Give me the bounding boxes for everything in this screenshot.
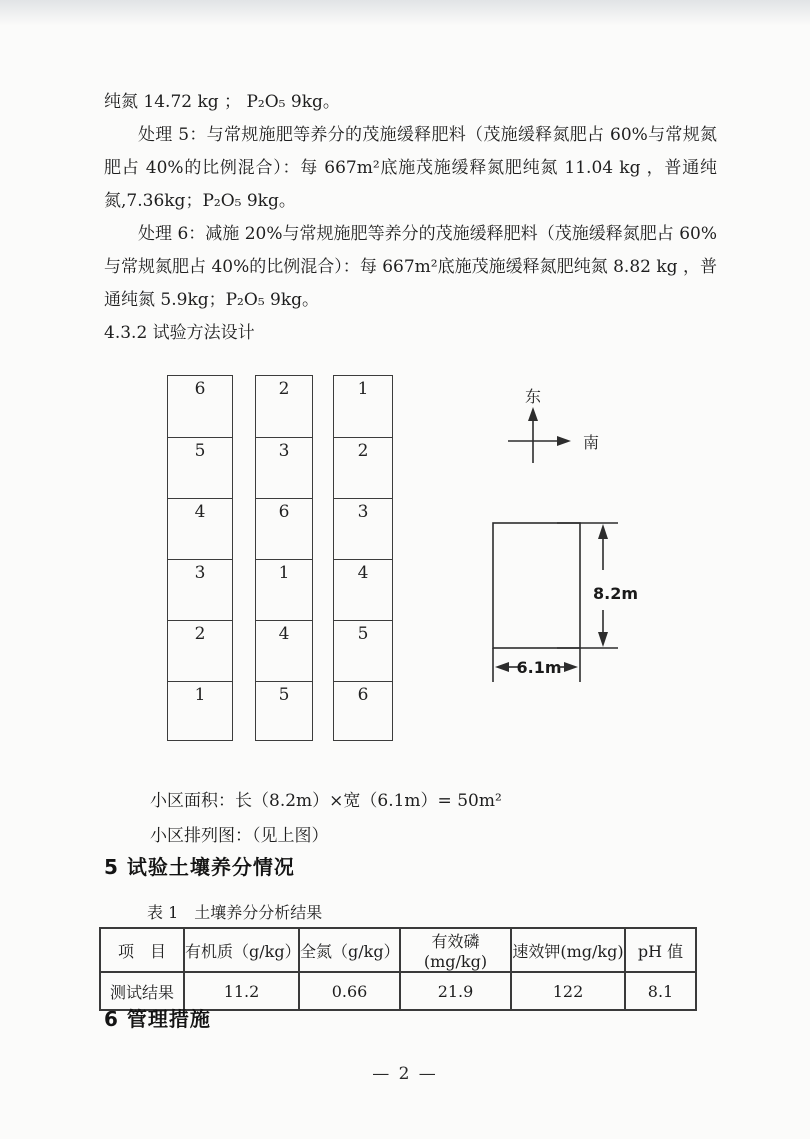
plot-cell: 2 bbox=[278, 379, 290, 399]
compass-right-label: 南 bbox=[583, 433, 600, 452]
compass-figure bbox=[475, 373, 615, 478]
compass-right-arrow-icon bbox=[557, 436, 571, 446]
plot-area-note: 小区面积：长（8.2m）×宽（6.1m）= 50m² bbox=[150, 791, 502, 811]
plot-cell: 1 bbox=[168, 681, 232, 742]
paragraph-treatment-5: 处理 5：与常规施肥等养分的茂施缓释肥料（茂施缓释氮肥占 60%与常规氮肥占 40%的比例混合）：每 667m²底施茂施缓释氮肥纯氮 11.04 kg ，普通纯氮,7.36kg；P₂O₅ 9kg。 bbox=[104, 125, 717, 211]
plot-grid-column-3 bbox=[333, 375, 393, 741]
plot-cell: 4 bbox=[256, 620, 312, 681]
width-dimension-label: 6.1m bbox=[516, 658, 562, 677]
plot-cell: 5 bbox=[168, 437, 232, 498]
soil-nutrient-table bbox=[99, 927, 697, 1011]
plot-cell: 3 bbox=[256, 437, 312, 498]
plot-cell: 2 bbox=[334, 437, 392, 498]
col-header-available-phosphorus: 有效磷(mg/kg) bbox=[400, 928, 511, 972]
section-heading-4-3-2: 4.3.2 试验方法设计 bbox=[104, 323, 255, 343]
section-5-heading: 5 试验土壤养分情况 bbox=[104, 855, 295, 879]
dimension-up-arrow-icon bbox=[598, 524, 608, 539]
plot-cell: 3 bbox=[334, 498, 392, 559]
col-header-available-potassium: 速效钾(mg/kg) bbox=[511, 928, 625, 972]
plot-cell: 4 bbox=[168, 498, 232, 559]
plot-cell: 3 bbox=[168, 559, 232, 620]
compass-up-label: 东 bbox=[525, 387, 542, 406]
dimension-down-arrow-icon bbox=[598, 632, 608, 647]
paragraph-treatment-6: 处理 6：减施 20%与常规施肥等养分的茂施缓释肥料（茂施缓释氮肥占 60%与常规氮肥占 40%的比例混合）：每 667m²底施茂施缓释氮肥纯氮 8.82 kg ，普通纯氮 5.9kg；P₂O₅ 9kg。 bbox=[104, 224, 717, 310]
page-number: — 2 — bbox=[372, 1064, 438, 1084]
dimension-left-arrow-icon bbox=[495, 662, 509, 672]
dimension-right-arrow-icon bbox=[564, 662, 578, 672]
plot-cell: 4 bbox=[334, 559, 392, 620]
cell-total-nitrogen: 0.66 bbox=[299, 972, 400, 1010]
plot-rectangle bbox=[493, 523, 580, 648]
cell-available-potassium: 122 bbox=[511, 972, 625, 1010]
plot-grid-column-2 bbox=[255, 375, 313, 741]
table-header-row bbox=[100, 928, 696, 972]
col-header-ph: pH 值 bbox=[625, 928, 696, 972]
plot-cell: 1 bbox=[357, 379, 369, 399]
col-header-total-nitrogen: 全氮（g/kg） bbox=[299, 928, 400, 972]
cell-organic-matter: 11.2 bbox=[184, 972, 299, 1010]
cell-available-phosphorus: 21.9 bbox=[400, 972, 511, 1010]
cell-ph: 8.1 bbox=[625, 972, 696, 1010]
col-header-organic-matter: 有机质（g/kg） bbox=[184, 928, 299, 972]
plot-cell: 5 bbox=[256, 681, 312, 742]
cell-row-label: 测试结果 bbox=[100, 972, 184, 1010]
plot-grid-column-1 bbox=[167, 375, 233, 741]
compass-up-arrow-icon bbox=[528, 407, 538, 421]
plot-cell: 6 bbox=[256, 498, 312, 559]
height-dimension-label: 8.2m bbox=[593, 584, 639, 603]
plot-cell: 6 bbox=[194, 379, 206, 399]
plot-layout-note: 小区排列图：（见上图） bbox=[150, 826, 329, 846]
table-1-caption: 表 1 土壤养分分析结果 bbox=[147, 903, 323, 922]
section-6-heading: 6 管理措施 bbox=[104, 1007, 211, 1031]
body-text bbox=[104, 86, 717, 350]
plot-cell: 1 bbox=[256, 559, 312, 620]
paragraph-continuation: 纯氮 14.72 kg ； P₂O₅ 9kg。 bbox=[104, 92, 340, 112]
plot-cell: 6 bbox=[334, 681, 392, 742]
plot-dimension-figure bbox=[485, 515, 650, 695]
plot-cell: 2 bbox=[168, 620, 232, 681]
col-header-item: 项 目 bbox=[100, 928, 184, 972]
plot-cell: 5 bbox=[334, 620, 392, 681]
